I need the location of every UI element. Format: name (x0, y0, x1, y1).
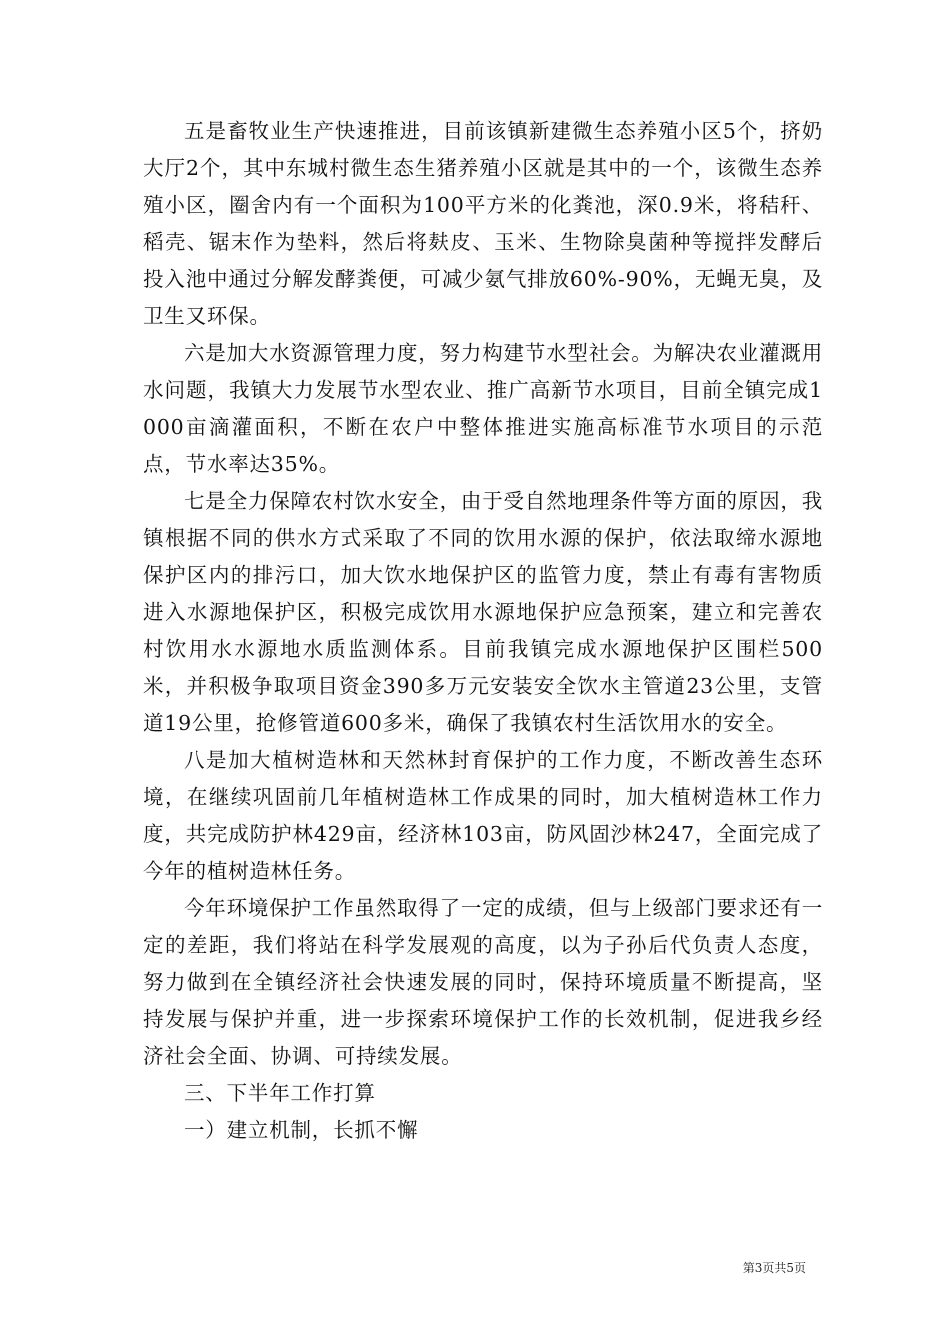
page-number: 第3页共5页 (742, 1261, 806, 1275)
paragraph-summary: 今年环境保护工作虽然取得了一定的成绩，但与上级部门要求还有一定的差距，我们将站在科学发展观的高度，以为子孙后代负责人态度，努力做到在全镇经济社会快速发展的同时，保持环境质量不断提高，坚持发展与保护并重，进一步探索环境保护工作的长效机制，促进我乡经济社会全面、协调、可持续发展。 (143, 896, 823, 1068)
paragraph-livestock: 五是畜牧业生产快速推进，目前该镇新建微生态养殖小区5个，挤奶大厅2个，其中东城村微生态生猪养殖小区就是其中的一个，该微生态养殖小区，圈舍内有一个面积为100平方米的化粪池，深0.9米，将秸秆、稻壳、锯末作为垫料，然后将麸皮、玉米、生物除臭菌种等搅拌发酵后投入池中通过分解发酵粪便，可减少氨气排放60%-90%，无蝇无臭，及卫生又环保。 (143, 119, 823, 328)
subheading-mechanism: 一）建立机制，长抓不懈 (184, 1118, 419, 1142)
paragraph-water-resources: 六是加大水资源管理力度，努力构建节水型社会。为解决农业灌溉用水问题，我镇大力发展节水型农业、推广高新节水项目，目前全镇完成1000亩滴灌面积，不断在农户中整体推进实施高标准节水项目的示范点，节水率达35%。 (143, 341, 823, 476)
section-heading-plan: 三、下半年工作打算 (184, 1081, 376, 1105)
document-body (143, 113, 823, 1149)
paragraph-drinking-water: 七是全力保障农村饮水安全，由于受自然地理条件等方面的原因，我镇根据不同的供水方式采取了不同的饮用水源的保护，依法取缔水源地保护区内的排污口，加大饮水地保护区的监管力度，禁止有毒有害物质进入水源地保护区，积极完成饮用水源地保护应急预案，建立和完善农村饮用水水源地水质监测体系。目前我镇完成水源地保护区围栏500米，并积极争取项目资金390多万元安装安全饮水主管道23公里，支管道19公里，抢修管道600多米，确保了我镇农村生活饮用水的安全。 (143, 489, 823, 735)
paragraph-afforestation: 八是加大植树造林和天然林封育保护的工作力度，不断改善生态环境，在继续巩固前几年植树造林工作成果的同时，加大植树造林工作力度，共完成防护林429亩，经济林103亩，防风固沙林247，全面完成了今年的植树造林任务。 (143, 748, 823, 883)
